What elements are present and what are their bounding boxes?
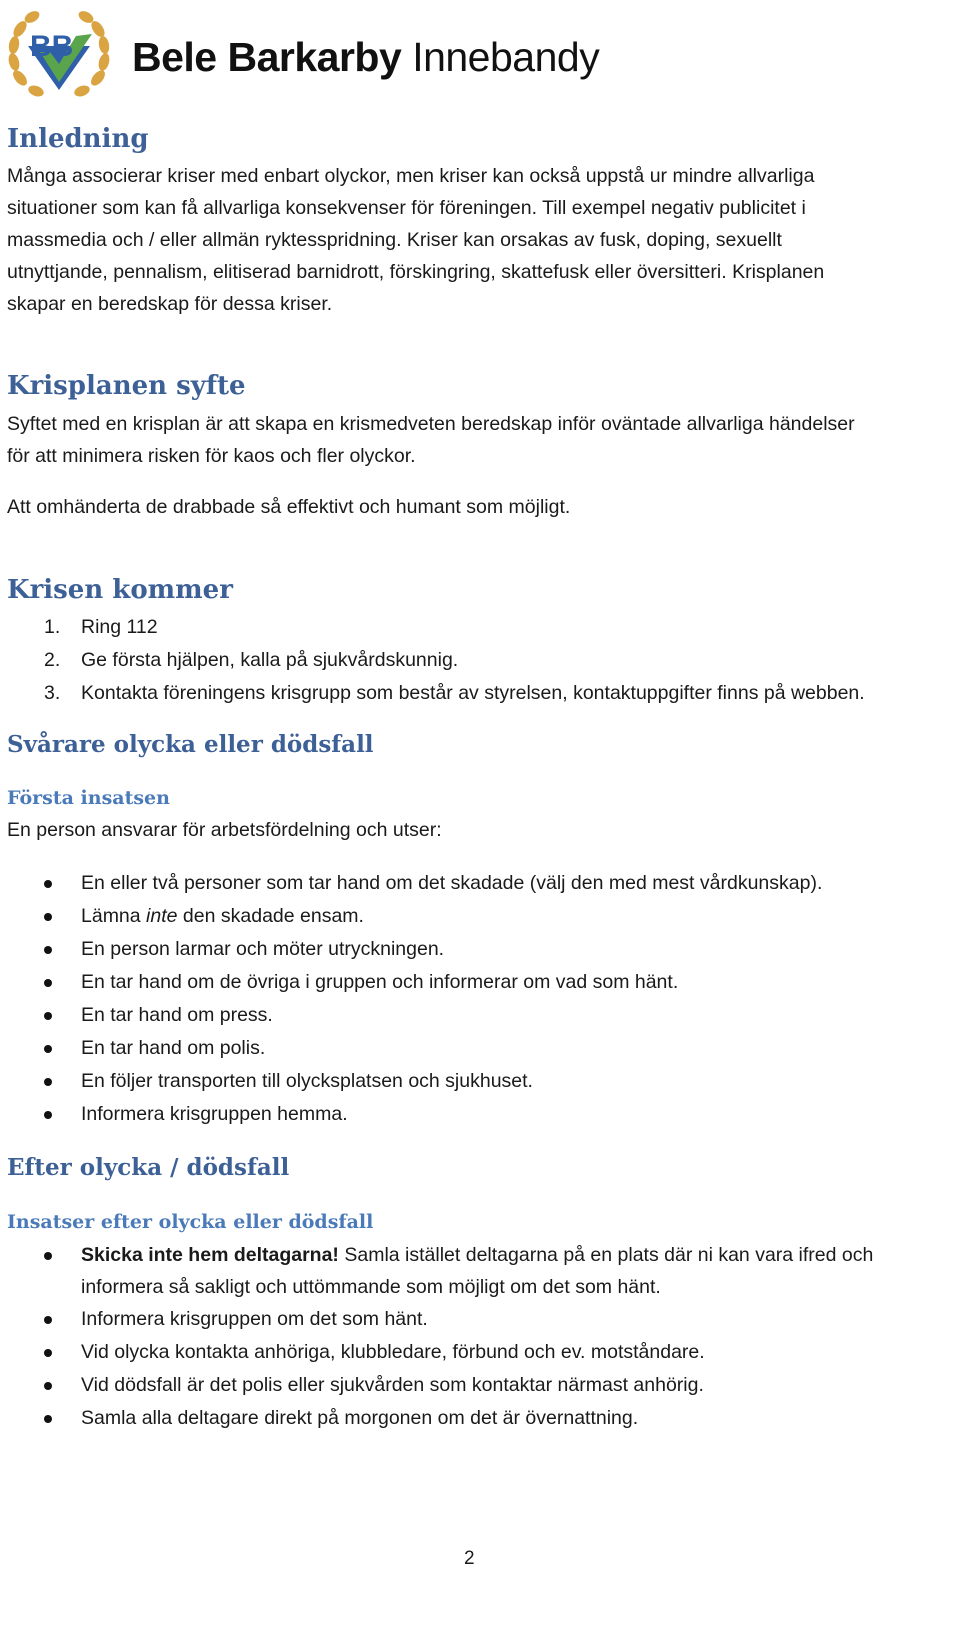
list-item: Skicka inte hem deltagarna! Samla istället deltagarna på en plats där ni kan vara ifred och informera så sakligt och uttömmande som möjligt om det som hänt. [0, 1239, 910, 1303]
section-heading-intro: Inledning [7, 124, 149, 154]
bullet-icon [44, 1012, 52, 1020]
purpose-line: för att minimera risken för kaos och fler olyckor. [7, 445, 416, 467]
list-item: En tar hand om de övriga i gruppen och informerar om vad som hänt. [0, 966, 960, 999]
serious-intro: En person ansvarar för arbetsfördelning och utser: [7, 819, 442, 841]
subheading-first-response: Första insatsen [7, 787, 170, 809]
section-heading-purpose: Krisplanen syfte [7, 371, 246, 401]
page-number: 2 [464, 1548, 475, 1569]
after-actions-list [0, 1239, 960, 1435]
bullet-icon [44, 1078, 52, 1086]
header [6, 6, 646, 102]
list-item: Lämna inte den skadade ensam. [0, 900, 960, 933]
section-heading-after: Efter olycka / dödsfall [7, 1154, 290, 1181]
first-response-list [0, 867, 960, 1131]
bullet-icon [44, 913, 52, 921]
list-item: Informera krisgruppen hemma. [0, 1098, 960, 1131]
list-item: En tar hand om polis. [0, 1032, 960, 1065]
list-item: En person larmar och möter utryckningen. [0, 933, 960, 966]
bullet-icon [44, 979, 52, 987]
purpose-extra: Att omhänderta de drabbade så effektivt och humant som möjligt. [7, 496, 571, 518]
list-item: Samla alla deltagare direkt på morgonen om det är övernattning. [0, 1402, 960, 1435]
org-name-light: Innebandy [412, 34, 600, 80]
section-heading-serious: Svårare olycka eller dödsfall [7, 731, 374, 758]
bullet-icon [44, 1316, 52, 1324]
bullet-icon [44, 1415, 52, 1423]
bullet-icon [44, 1349, 52, 1357]
organization-name [132, 34, 599, 81]
subheading-after-actions: Insatser efter olycka eller dödsfall [7, 1211, 374, 1233]
list-item: 3. Kontakta föreningens krisgrupp som består av styrelsen, kontaktuppgifter finns på webben. [44, 682, 865, 704]
org-name-bold: Bele Barkarby [132, 34, 402, 80]
intro-line: massmedia och / eller allmän ryktesspridning. Kriser kan orsakas av fusk, doping, sexuellt [7, 229, 782, 251]
intro-line: situationer som kan få allvarliga konsekvenser för föreningen. Till exempel negativ publicitet i [7, 197, 806, 219]
bullet-icon [44, 880, 52, 888]
list-item: 1. Ring 112 [44, 616, 158, 638]
bullet-icon [44, 1111, 52, 1119]
list-item: 2. Ge första hjälpen, kalla på sjukvårdskunnig. [44, 649, 459, 671]
club-logo [6, 6, 112, 102]
list-item: En eller två personer som tar hand om det skadade (välj den med mest vårdkunskap). [0, 867, 960, 900]
list-item: En följer transporten till olycksplatsen och sjukhuset. [0, 1065, 960, 1098]
list-item: En tar hand om press. [0, 999, 960, 1032]
list-item: Vid olycka kontakta anhöriga, klubbledare, förbund och ev. motståndare. [0, 1336, 960, 1369]
bullet-icon [44, 1045, 52, 1053]
list-item: Informera krisgruppen om det som hänt. [0, 1303, 960, 1336]
bullet-icon [44, 946, 52, 954]
intro-line: skapar en beredskap för dessa kriser. [7, 293, 333, 315]
bullet-icon [44, 1382, 52, 1390]
intro-line: Många associerar kriser med enbart olyckor, men kriser kan också uppstå ur mindre allvarliga [7, 165, 815, 187]
section-heading-crisis: Krisen kommer [7, 575, 233, 605]
svg-text:BB: BB [30, 30, 74, 63]
intro-line: utnyttjande, pennalism, elitiserad barnidrott, förskingring, skattefusk eller översitteri. Krisplanen [7, 261, 825, 283]
crisis-steps-list [0, 611, 960, 710]
bullet-icon [44, 1252, 52, 1260]
purpose-line: Syftet med en krisplan är att skapa en krismedveten beredskap inför oväntade allvarliga händelser [7, 413, 855, 435]
list-item: Vid dödsfall är det polis eller sjukvården som kontaktar närmast anhörig. [0, 1369, 960, 1402]
